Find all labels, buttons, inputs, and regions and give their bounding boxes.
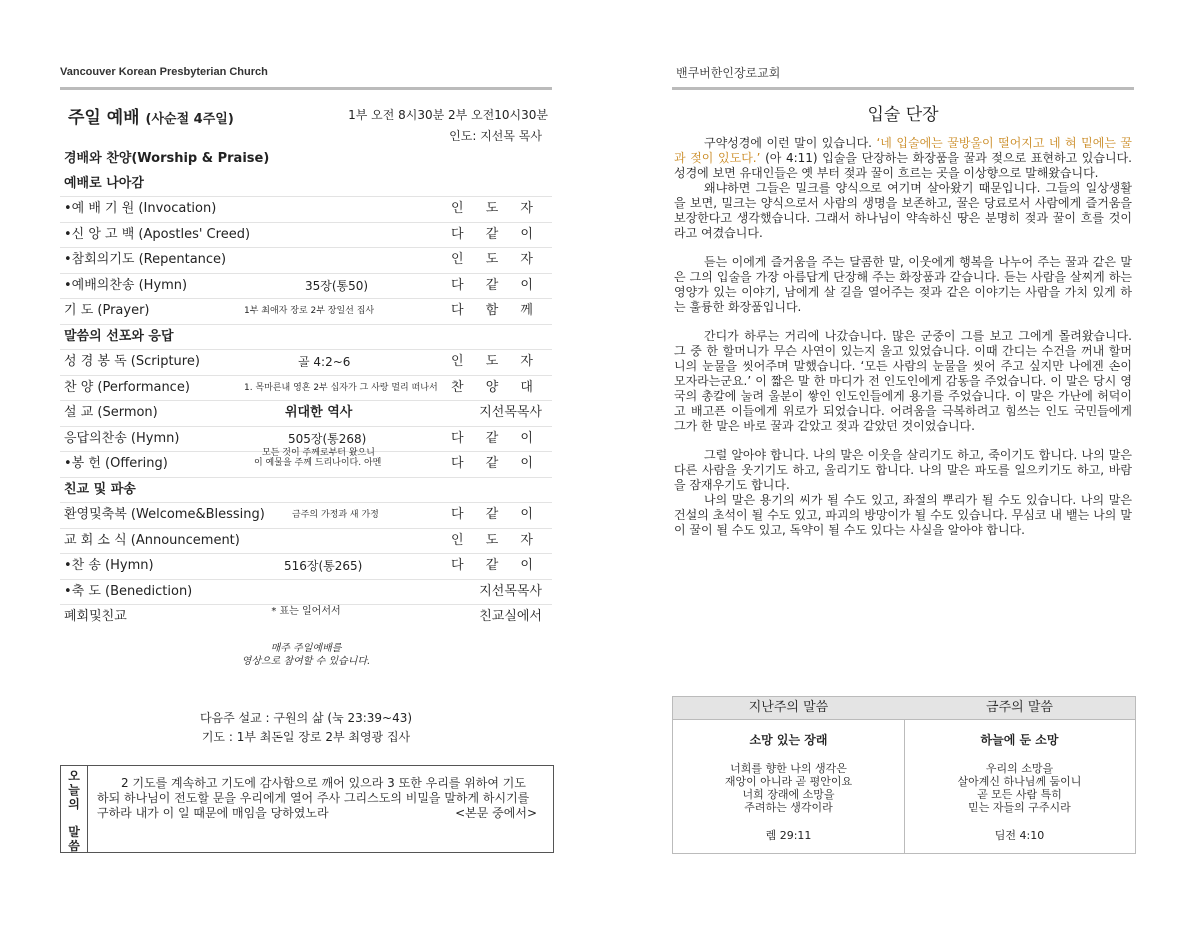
scripture-ref: 골 4:2~6 [298, 355, 351, 369]
sermon-title: 위대한 역사 [285, 405, 353, 420]
worship-row [60, 223, 552, 249]
item-name: 교 회 소 식 (Announcement) [64, 532, 240, 548]
item-name: •예 배 기 원 (Invocation) [64, 201, 217, 216]
item-name: •신 앙 고 백 (Apostles' Creed) [64, 226, 251, 242]
verse-line: 너희 장래에 소망을 [742, 788, 835, 801]
todays-word-text [97, 776, 537, 821]
label-char: 말 [68, 825, 80, 839]
item-leader: 인 도 자 [451, 354, 542, 369]
prayer-note: 1부 최애자 장로 2부 장일선 집사 [244, 306, 375, 316]
item-name: 응답의찬송 (Hymn) [64, 430, 180, 446]
item-name: •참회의기도 (Repentance) [64, 252, 227, 267]
stand-note: * 표는 일어서서 [271, 606, 341, 617]
verse-title: 소망 있는 장래 [749, 733, 828, 747]
verse-title: 하늘에 둔 소망 [980, 733, 1059, 747]
section-label: 친교 및 파송 [64, 481, 136, 497]
verse-line: 우리의 소망을 [985, 762, 1054, 775]
item-leader: 다 같 이 [451, 456, 542, 471]
video-note [60, 642, 552, 668]
order-of-worship [60, 147, 552, 630]
offering-note [254, 448, 381, 468]
item-leader: 다 같 이 [451, 226, 542, 242]
item-leader: 다 같 이 [451, 430, 542, 446]
section-heading [60, 478, 552, 504]
section-label: 예배로 나아감 [64, 175, 144, 191]
section-heading [60, 147, 552, 172]
label-char: 씀 [68, 839, 80, 853]
item-leader: 지선목목사 [479, 583, 542, 599]
service-header [60, 99, 552, 129]
verse-line: 너희를 향한 나의 생각은 [730, 762, 847, 775]
performance-note: 1. 목마른내 영혼 2부 십자가 그 사랑 멀리 떠나서 [244, 382, 438, 393]
essay-paragraph: 듣는 이에게 즐거움을 주는 달콤한 말, 이웃에게 행복을 나누어 주는 꿀과 같은 말은 그의 입술을 가장 아름답게 단장해 주는 화장품과 같습니다. 듣는 사람을 살찌게 하는 영양가 있는 이야기, 남에게 살 길을 열어주는 젖과 같은 이야기는 사람을 가치 있게 하는 훌륭한 화장품입니다. [674, 255, 1132, 314]
this-week-verse [904, 697, 1135, 853]
essay-paragraph: 왜냐하면 그들은 밀크를 양식으로 여기며 살아왔기 때문입니다. 그들의 일상생활을 보면, 밀크는 양식으로서 사람의 생명을 보존하고, 꿀은 당료로서 사람에게 즐거움을 보장한다고 생각했습니다. 그래서 하나님이 약속하신 땅은 분명히 젖과 꿀이 흐를 것이라고 여겼습니다. [674, 181, 1132, 240]
hymn-number: 516장(통265) [284, 559, 363, 573]
church-name-korean: 밴쿠버한인장로교회 [676, 66, 781, 80]
church-name: Vancouver Korean Presbyterian Church [60, 66, 268, 78]
next-sermon: 다음주 설교 : 구원의 삶 (눅 23:39~43) [199, 711, 413, 725]
verse-heading: 금주의 말씀 [904, 697, 1135, 720]
verse-heading: 지난주의 말씀 [673, 697, 904, 720]
label-char: 오 [68, 769, 80, 783]
item-leader: 인 도 자 [451, 252, 542, 267]
hymn-number: 35장(통50) [305, 278, 369, 293]
item-leader: 찬 양 대 [451, 379, 542, 395]
item-leader: 다 같 이 [451, 558, 542, 573]
worship-row [60, 299, 552, 325]
item-name: 폐회및친교 [64, 609, 127, 624]
verse-reference: 딤전 4:10 [994, 829, 1045, 842]
verse-text [904, 762, 1135, 814]
worship-row [60, 274, 552, 300]
item-name: •봉 헌 (Offering) [64, 456, 168, 471]
label-char: 의 [68, 797, 80, 811]
essay-text: 구약성경에 이런 말이 있습니다. [704, 136, 877, 150]
item-name: 기 도 (Prayer) [64, 303, 150, 318]
item-leader: 다 함 께 [451, 303, 542, 318]
item-leader: 지선목목사 [479, 405, 542, 420]
essay-paragraph: 간디가 하루는 거리에 나갔습니다. 많은 군중이 그를 보고 그에게 몰려왔습니다. 그 중 한 할머니가 무슨 사연이 있는지 울고 있었습니다. 이때 간디는 수건을 꺼내 할머니의 눈물을 씻어주며 말했습니다. ‘모든 사람의 눈물을 씻어 주고 싶지만 나에겐 손이 모자라는군요.’ 이 짧은 말 한 마디가 전 인도인에게 감동을 주었습니다. 이 말은 당시 영국의 총칼에 눌려 울분이 쌓인 인도인들에게 용기를 주었습니다. 이 말은 가난에 허덕이고 배고픈 이들에게 위로가 되었습니다. 어려움을 극복하려고 힘쓰는 인도 국민들에게 그가 한 말은 바로 꿀과 같았고 젖과 같았던 것이었습니다. [674, 329, 1132, 433]
section-label: 경배와 찬양(Worship & Praise) [64, 151, 270, 166]
item-name: 성 경 봉 독 (Scripture) [64, 354, 200, 369]
service-season: (사순절 4주일) [145, 112, 234, 127]
todays-word-box [60, 765, 554, 853]
section-heading [60, 325, 552, 351]
todays-word-ref: <본문 중에서> [455, 806, 537, 820]
next-prayer: 기도 : 1부 최돈일 장로 2부 최영광 집사 [201, 730, 411, 744]
worship-row [60, 529, 552, 555]
item-name: •예배의찬송 (Hymn) [64, 277, 188, 293]
header-rule [672, 87, 1134, 90]
header-rule [60, 87, 552, 90]
item-leader: 다 같 이 [451, 507, 542, 522]
verse-line: 곧 모든 사람 특히 [977, 788, 1062, 801]
todays-word-label [61, 766, 88, 852]
essay-body [674, 136, 1132, 552]
item-leader: 친교실에서 [479, 609, 542, 624]
service-name: 주일 예배 [68, 108, 140, 128]
essay-paragraph: 그럴 알아야 합니다. 나의 말은 이웃을 살리기도 하고, 죽이기도 합니다. 나의 말은 다른 사람을 웃기기도 하고, 울리기도 합니다. 나의 말은 파도를 일으키기도 하고, 바람을 잠재우기도 합니다. [674, 448, 1132, 492]
essay-paragraph: 나의 말은 용기의 씨가 될 수도 있고, 좌절의 뿌리가 될 수도 있습니다. 나의 말은 건설의 초석이 될 수도 있고, 파괴의 방망이가 될 수도 있습니다. 무심코 내 뱉는 나의 말이 꿀이 될 수도 있고, 독약이 될 수도 있다는 사실을 알아야 합니다. [674, 493, 1132, 537]
highlighted-quote: ‘네 입술에는 꿀방울이 떨어지고 네 혀 밑에는 꿀과 젖이 있도다.’ [674, 136, 1132, 165]
video-note-line: 매주 주일예배를 [270, 643, 342, 654]
verse-line: 살아계신 하나님께 둠이니 [957, 775, 1082, 788]
item-leader: 인 도 자 [451, 532, 542, 548]
verse-reference: 렘 29:11 [765, 829, 812, 842]
verse-line: 재앙이 아니라 곧 평안이요 [724, 775, 853, 788]
service-title [68, 103, 234, 128]
offering-note-line: 모든 것이 주께로부터 왔으니 [262, 448, 375, 458]
welcome-note: 금주의 가정과 새 가정 [292, 510, 379, 520]
essay-text: (아 4:11) 입술을 단장하는 화장품을 꿀과 젖으로 표현하고 있습니다. 성경에 보면 유대인들은 옛 부터 젖과 꿀이 흐르는 곳을 이상향으로 말해왔습니다. [674, 151, 1132, 180]
todays-word-body: 2 기도를 계속하고 기도에 감사함으로 깨어 있으라 3 또한 우리를 위하여 기도하되 하나님이 전도할 문을 우리에게 열어 주사 그리스도의 비밀을 말하게 하시기를 구하라 내가 이 일 때문에 매임을 당하였노라 [97, 776, 530, 820]
item-name: 설 교 (Sermon) [64, 405, 158, 420]
item-leader: 다 같 이 [451, 277, 542, 293]
verse-text [673, 762, 904, 814]
worship-row [60, 376, 552, 402]
worship-row [60, 248, 552, 274]
label-char [61, 811, 87, 825]
item-name: 찬 양 (Performance) [64, 379, 190, 395]
next-week-info [60, 709, 552, 747]
item-name: •축 도 (Benediction) [64, 583, 193, 599]
hymn-number: 505장(통268) [288, 431, 367, 446]
worship-row [60, 448, 552, 478]
last-week-verse [673, 697, 905, 853]
service-leader: 인도: 지선목 목사 [449, 129, 542, 143]
service-times: 1부 오전 8시30분 2부 오전10시30분 [348, 108, 548, 122]
essay-paragraph [674, 136, 1132, 181]
item-leader: 인 도 자 [451, 201, 542, 216]
section-heading [60, 172, 552, 198]
verse-line: 믿는 자들의 구주시라 [968, 801, 1071, 814]
item-name: 환영및축복 (Welcome&Blessing) [64, 507, 265, 522]
video-note-line: 영상으로 참여할 수 있습니다. [241, 656, 371, 667]
worship-row [60, 350, 552, 376]
item-name: •찬 송 (Hymn) [64, 558, 154, 573]
worship-row [60, 197, 552, 223]
verse-line: 주려하는 생각이라 [744, 801, 833, 814]
offering-note-line: 이 예물을 주께 드리나이다. 아멘 [254, 458, 382, 468]
verse-table [672, 696, 1136, 854]
worship-row [60, 401, 552, 427]
worship-row [60, 503, 552, 529]
label-char: 늘 [68, 783, 80, 797]
worship-row [60, 554, 552, 580]
essay-title: 입술 단장 [867, 105, 939, 125]
section-label: 말씀의 선포와 응답 [64, 328, 174, 344]
